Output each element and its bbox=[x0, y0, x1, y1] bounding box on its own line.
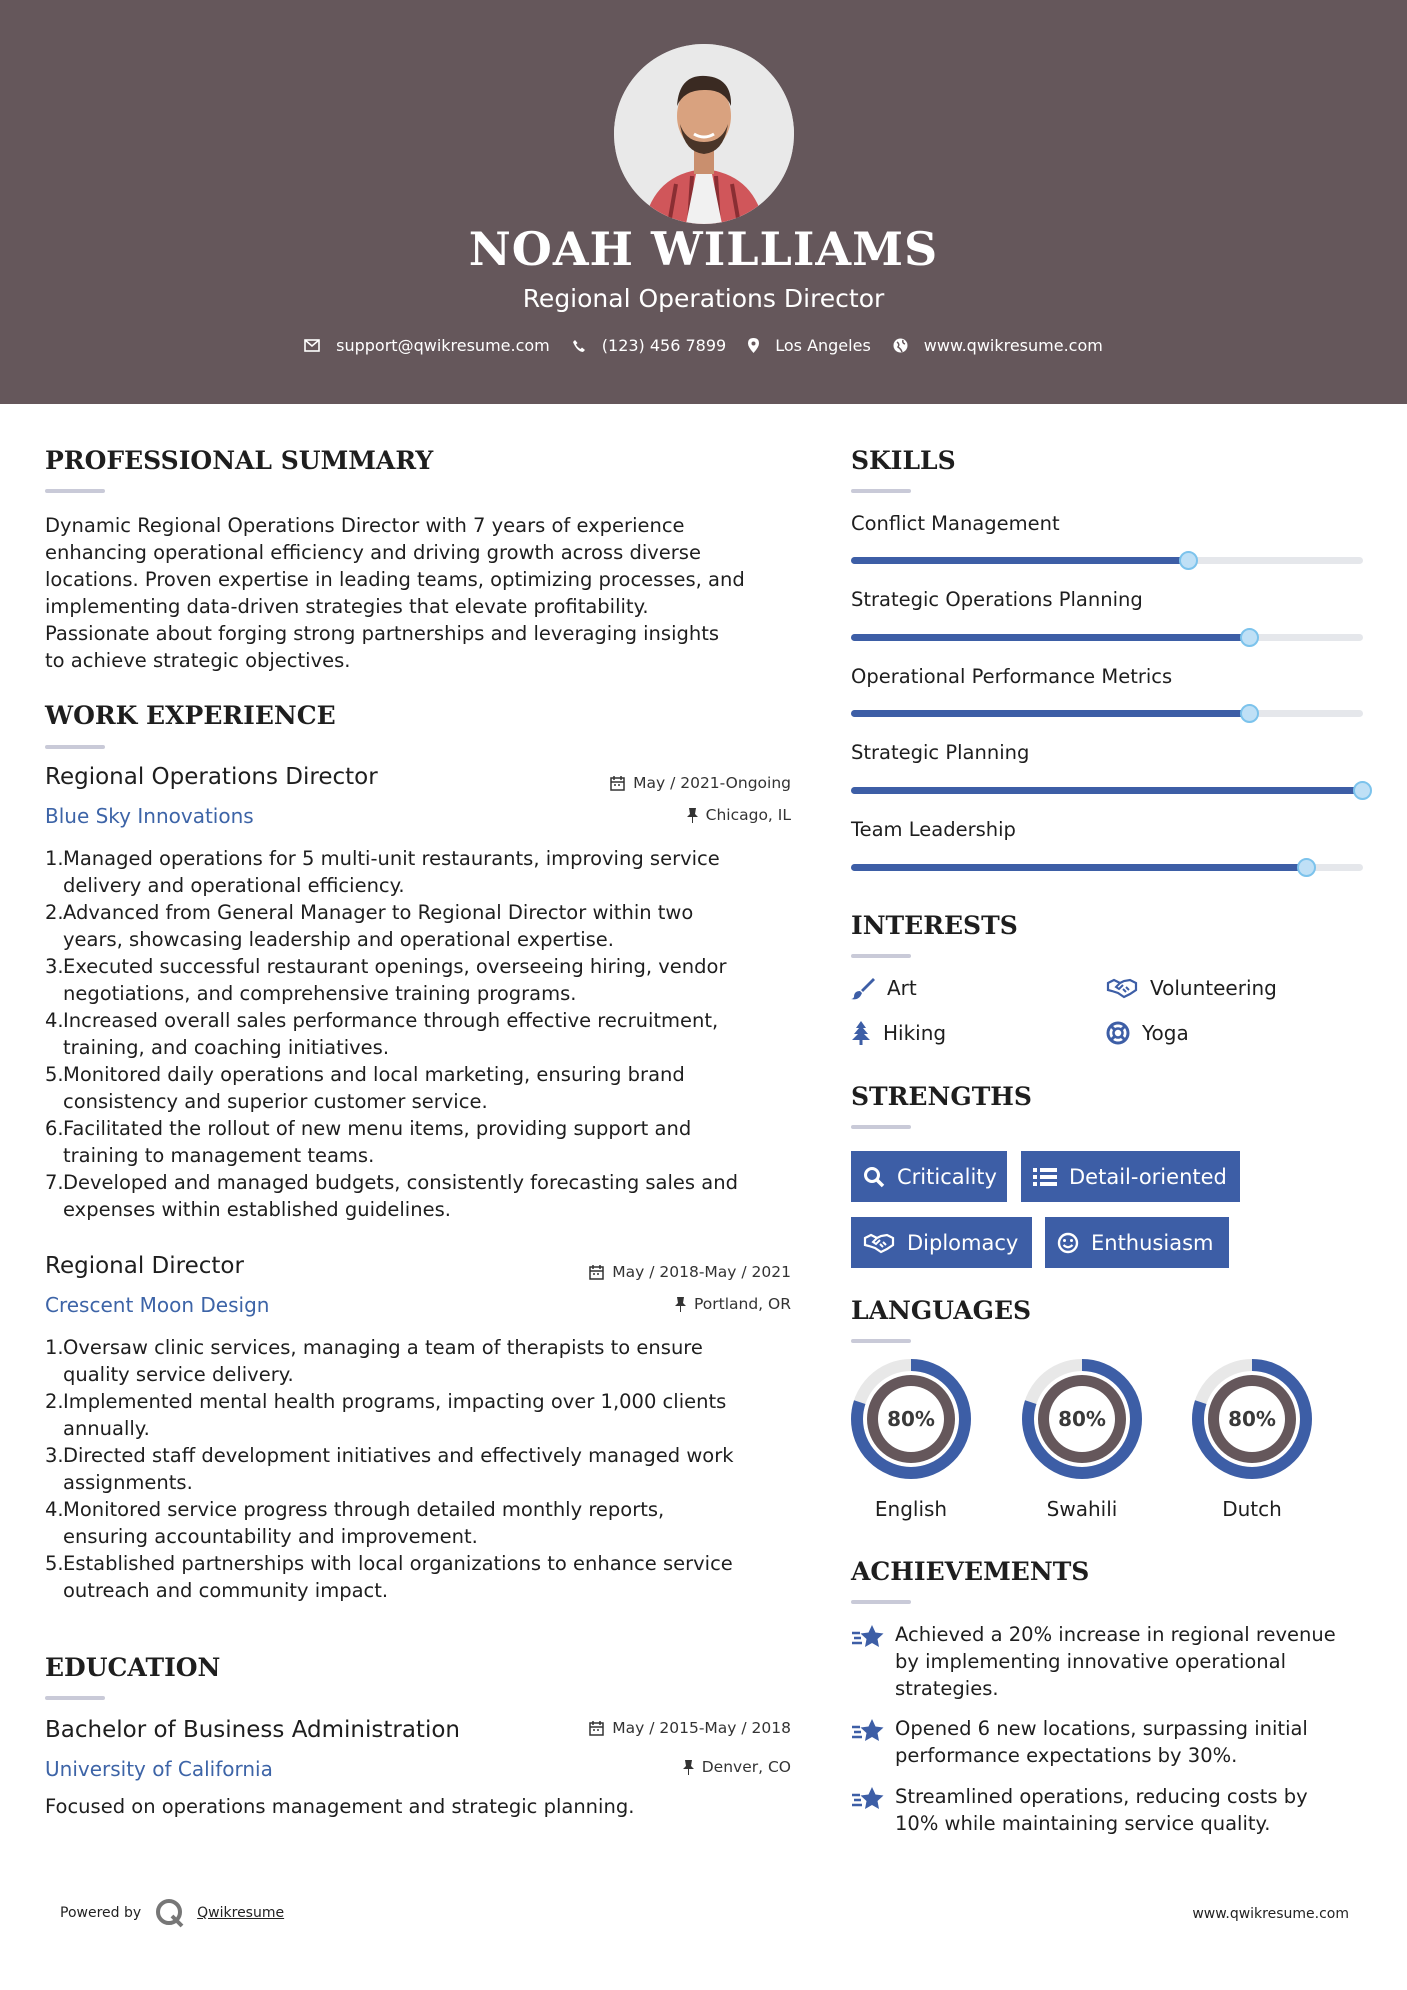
school-name[interactable]: University of California bbox=[45, 1757, 273, 1781]
achievements-rule bbox=[851, 1600, 911, 1604]
summary-text bbox=[45, 512, 805, 674]
summary-line: enhancing operational efficiency and driving growth across diverse bbox=[45, 541, 701, 564]
map-pin-icon bbox=[748, 338, 759, 353]
list-line: annually. bbox=[63, 1417, 150, 1440]
list-item bbox=[45, 1334, 805, 1388]
person-avatar-icon bbox=[614, 44, 794, 224]
list-line: expenses within established guidelines. bbox=[63, 1198, 451, 1221]
languages-heading: LANGUAGES bbox=[851, 1296, 1032, 1325]
summary-line: implementing data-driven strategies that elevate profitability. bbox=[45, 595, 649, 618]
candidate-name: NOAH WILLIAMS bbox=[468, 222, 939, 276]
contact-email[interactable] bbox=[304, 336, 550, 355]
interest-label: Hiking bbox=[883, 1021, 947, 1045]
skill-bar-knob bbox=[1353, 781, 1372, 800]
education-location-text: Denver, CO bbox=[701, 1758, 791, 1776]
list-number: 2. bbox=[45, 1390, 64, 1413]
list-number: 4. bbox=[45, 1009, 64, 1032]
education-dates bbox=[480, 1719, 791, 1737]
list-item bbox=[45, 1007, 805, 1061]
strength-label: Enthusiasm bbox=[1091, 1230, 1214, 1255]
job-duties-list bbox=[45, 1334, 805, 1604]
contact-bar bbox=[0, 336, 1407, 355]
list-number: 1. bbox=[45, 1336, 64, 1359]
strength-chip-enthusiasm bbox=[1045, 1217, 1229, 1268]
list-item bbox=[45, 1061, 805, 1115]
shooting-star-icon bbox=[851, 1623, 885, 1651]
skill-label: Conflict Management bbox=[851, 512, 1060, 535]
skill-bar-knob bbox=[1297, 858, 1316, 877]
profile-photo bbox=[614, 44, 794, 224]
list-line: Managed operations for 5 multi-unit restaurants, improving service bbox=[63, 847, 720, 870]
summary-line: Passionate about forging strong partnerships and leveraging insights bbox=[45, 622, 720, 645]
list-line: Facilitated the rollout of new menu items, providing support and bbox=[63, 1117, 692, 1140]
strengths-rule bbox=[851, 1125, 911, 1129]
list-line: consistency and superior customer service. bbox=[63, 1090, 488, 1113]
envelope-icon bbox=[304, 339, 320, 352]
strengths-heading: STRENGTHS bbox=[851, 1082, 1032, 1111]
job-duties-list bbox=[45, 845, 805, 1223]
skill-label: Team Leadership bbox=[851, 818, 1016, 841]
powered-by-text: Powered by bbox=[60, 1905, 142, 1921]
list-line: Directed staff development initiatives and effectively managed work bbox=[63, 1444, 734, 1467]
language-percent: 80% bbox=[1058, 1407, 1106, 1431]
interest-label: Volunteering bbox=[1150, 976, 1277, 1000]
interest-yoga bbox=[1106, 1021, 1189, 1045]
strength-chip-criticality bbox=[851, 1151, 1007, 1202]
achievement-line: Streamlined operations, reducing costs by bbox=[895, 1785, 1308, 1808]
achievement-item bbox=[851, 1715, 1371, 1769]
footer-powered-by bbox=[60, 1898, 284, 1928]
list-item bbox=[45, 1169, 805, 1223]
pushpin-icon bbox=[687, 808, 698, 823]
list-item bbox=[45, 1115, 805, 1169]
list-number: 7. bbox=[45, 1171, 64, 1194]
skill-bar-fill bbox=[851, 557, 1189, 564]
language-swahili bbox=[1020, 1357, 1144, 1521]
interest-art bbox=[851, 976, 917, 1000]
contact-location-text: Los Angeles bbox=[775, 336, 871, 355]
education-heading: EDUCATION bbox=[45, 1653, 221, 1682]
list-line: Monitored service progress through detailed monthly reports, bbox=[63, 1498, 665, 1521]
tree-icon bbox=[851, 1021, 871, 1045]
list-number: 6. bbox=[45, 1117, 64, 1140]
summary-heading: PROFESSIONAL SUMMARY bbox=[45, 446, 434, 475]
language-english bbox=[849, 1357, 973, 1521]
summary-line: Dynamic Regional Operations Director with 7 years of experience bbox=[45, 514, 685, 537]
achievement-line: strategies. bbox=[895, 1677, 999, 1700]
language-dutch bbox=[1190, 1357, 1314, 1521]
languages-rule bbox=[851, 1339, 911, 1343]
achievement-line: 10% while maintaining service quality. bbox=[895, 1812, 1271, 1835]
job-dates bbox=[480, 774, 791, 792]
list-line: quality service delivery. bbox=[63, 1363, 294, 1386]
list-icon bbox=[1033, 1167, 1057, 1187]
list-line: years, showcasing leadership and operational expertise. bbox=[63, 928, 614, 951]
paintbrush-icon bbox=[851, 976, 875, 1000]
job-dates-text: May / 2018-May / 2021 bbox=[612, 1263, 791, 1281]
list-item bbox=[45, 953, 805, 1007]
list-line: Increased overall sales performance through effective recruitment, bbox=[63, 1009, 719, 1032]
skill-label: Strategic Planning bbox=[851, 741, 1030, 764]
skill-bar bbox=[851, 634, 1363, 641]
skill-bar bbox=[851, 557, 1363, 564]
language-ring bbox=[849, 1357, 973, 1481]
list-number: 5. bbox=[45, 1063, 64, 1086]
interest-label: Art bbox=[887, 976, 917, 1000]
calendar-icon bbox=[589, 1721, 604, 1736]
list-line: training, and coaching initiatives. bbox=[63, 1036, 390, 1059]
list-line: Implemented mental health programs, impacting over 1,000 clients bbox=[63, 1390, 727, 1413]
skill-bar-knob bbox=[1240, 628, 1259, 647]
interest-volunteering bbox=[1106, 976, 1277, 1000]
list-number: 4. bbox=[45, 1498, 64, 1521]
list-line: Developed and managed budgets, consistently forecasting sales and bbox=[63, 1171, 738, 1194]
list-item bbox=[45, 899, 805, 953]
job-title: Regional Operations Director bbox=[45, 764, 378, 790]
job-location bbox=[480, 1295, 791, 1313]
education-description: Focused on operations management and strategic planning. bbox=[45, 1795, 635, 1818]
summary-line: to achieve strategic objectives. bbox=[45, 649, 351, 672]
strength-label: Criticality bbox=[897, 1164, 997, 1189]
strength-label: Detail-oriented bbox=[1069, 1164, 1227, 1189]
achievement-line: Opened 6 new locations, surpassing initial bbox=[895, 1717, 1308, 1740]
education-location bbox=[480, 1758, 791, 1776]
qwikresume-logo-icon bbox=[155, 1898, 187, 1928]
language-label: Swahili bbox=[1046, 1497, 1118, 1521]
list-item bbox=[45, 1550, 805, 1604]
interest-hiking bbox=[851, 1021, 946, 1045]
list-number: 1. bbox=[45, 847, 64, 870]
summary-rule bbox=[45, 489, 105, 493]
list-line: training to management teams. bbox=[63, 1144, 375, 1167]
achievements-heading: ACHIEVEMENTS bbox=[851, 1557, 1090, 1586]
education-rule bbox=[45, 1696, 105, 1700]
list-item bbox=[45, 1496, 805, 1550]
interest-label: Yoga bbox=[1142, 1021, 1189, 1045]
skill-bar bbox=[851, 710, 1363, 717]
list-number: 3. bbox=[45, 955, 64, 978]
achievement-line: Achieved a 20% increase in regional revenue bbox=[895, 1623, 1336, 1646]
contact-website[interactable] bbox=[893, 336, 1103, 355]
shooting-star-icon bbox=[851, 1717, 885, 1745]
list-line: Oversaw clinic services, managing a team of therapists to ensure bbox=[63, 1336, 703, 1359]
handshake-icon bbox=[1106, 977, 1138, 999]
contact-website-text: www.qwikresume.com bbox=[923, 336, 1103, 355]
list-number: 5. bbox=[45, 1552, 64, 1575]
job-title: Regional Director bbox=[45, 1253, 244, 1279]
job-dates bbox=[480, 1263, 791, 1281]
language-percent: 80% bbox=[887, 1407, 935, 1431]
job-company[interactable]: Blue Sky Innovations bbox=[45, 804, 254, 828]
phone-icon bbox=[572, 339, 586, 353]
experience-rule bbox=[45, 745, 105, 749]
calendar-icon bbox=[589, 1265, 604, 1280]
skills-heading: SKILLS bbox=[851, 446, 956, 475]
contact-phone[interactable] bbox=[572, 336, 726, 355]
skill-bar-fill bbox=[851, 864, 1307, 871]
job-location-text: Portland, OR bbox=[693, 1295, 791, 1313]
list-line: Executed successful restaurant openings, overseeing hiring, vendor bbox=[63, 955, 727, 978]
achievement-line: by implementing innovative operational bbox=[895, 1650, 1287, 1673]
resume-header bbox=[0, 0, 1407, 404]
list-item bbox=[45, 845, 805, 899]
shooting-star-icon bbox=[851, 1785, 885, 1813]
job-company[interactable]: Crescent Moon Design bbox=[45, 1293, 270, 1317]
experience-heading: WORK EXPERIENCE bbox=[45, 701, 336, 730]
contact-location bbox=[748, 336, 871, 355]
list-line: ensuring accountability and improvement. bbox=[63, 1525, 478, 1548]
search-icon bbox=[863, 1166, 885, 1188]
summary-line: locations. Proven expertise in leading teams, optimizing processes, and bbox=[45, 568, 745, 591]
language-ring bbox=[1020, 1357, 1144, 1481]
skill-bar-knob bbox=[1240, 704, 1259, 723]
achievement-item bbox=[851, 1783, 1371, 1837]
language-label: Dutch bbox=[1222, 1497, 1282, 1521]
list-line: Established partnerships with local organizations to enhance service bbox=[63, 1552, 733, 1575]
skill-bar bbox=[851, 864, 1363, 871]
handshake-icon bbox=[863, 1232, 895, 1254]
list-number: 2. bbox=[45, 901, 64, 924]
list-line: outreach and community impact. bbox=[63, 1579, 389, 1602]
contact-phone-text: (123) 456 7899 bbox=[601, 336, 727, 355]
strength-chip-diplomacy bbox=[851, 1217, 1032, 1268]
list-line: assignments. bbox=[63, 1471, 193, 1494]
job-dates-text: May / 2021-Ongoing bbox=[633, 774, 791, 792]
skill-label: Strategic Operations Planning bbox=[851, 588, 1143, 611]
language-label: English bbox=[874, 1497, 948, 1521]
strength-label: Diplomacy bbox=[907, 1230, 1019, 1255]
skills-rule bbox=[851, 489, 911, 493]
list-line: Advanced from General Manager to Regional Director within two bbox=[63, 901, 694, 924]
education-dates-text: May / 2015-May / 2018 bbox=[612, 1719, 791, 1737]
contact-email-text: support@qwikresume.com bbox=[336, 336, 550, 355]
footer-website[interactable]: www.qwikresume.com bbox=[1192, 1906, 1349, 1922]
pushpin-icon bbox=[675, 1297, 686, 1312]
achievement-item bbox=[851, 1621, 1371, 1702]
lifebuoy-icon bbox=[1106, 1021, 1130, 1045]
list-line: negotiations, and comprehensive training programs. bbox=[63, 982, 577, 1005]
list-number: 3. bbox=[45, 1444, 64, 1467]
list-line: delivery and operational efficiency. bbox=[63, 874, 405, 897]
skill-bar-fill bbox=[851, 710, 1250, 717]
achievement-line: performance expectations by 30%. bbox=[895, 1744, 1238, 1767]
calendar-icon bbox=[610, 776, 625, 791]
smile-icon bbox=[1057, 1232, 1079, 1254]
interests-heading: INTERESTS bbox=[851, 911, 1018, 940]
candidate-role: Regional Operations Director bbox=[522, 284, 885, 313]
strength-chip-detail-oriented bbox=[1021, 1151, 1240, 1202]
job-location bbox=[480, 806, 791, 824]
skill-bar-knob bbox=[1179, 551, 1198, 570]
qwikresume-link[interactable]: Qwikresume bbox=[197, 1905, 285, 1921]
list-item bbox=[45, 1442, 805, 1496]
job-location-text: Chicago, IL bbox=[705, 806, 791, 824]
interests-rule bbox=[851, 954, 911, 958]
skill-bar-fill bbox=[851, 787, 1363, 794]
pushpin-icon bbox=[683, 1760, 694, 1775]
language-ring bbox=[1190, 1357, 1314, 1481]
skill-bar-fill bbox=[851, 634, 1250, 641]
degree-title: Bachelor of Business Administration bbox=[45, 1717, 460, 1743]
list-item bbox=[45, 1388, 805, 1442]
skill-bar bbox=[851, 787, 1363, 794]
globe-icon bbox=[893, 338, 908, 353]
language-percent: 80% bbox=[1228, 1407, 1276, 1431]
list-line: Monitored daily operations and local marketing, ensuring brand bbox=[63, 1063, 685, 1086]
skill-label: Operational Performance Metrics bbox=[851, 665, 1173, 688]
